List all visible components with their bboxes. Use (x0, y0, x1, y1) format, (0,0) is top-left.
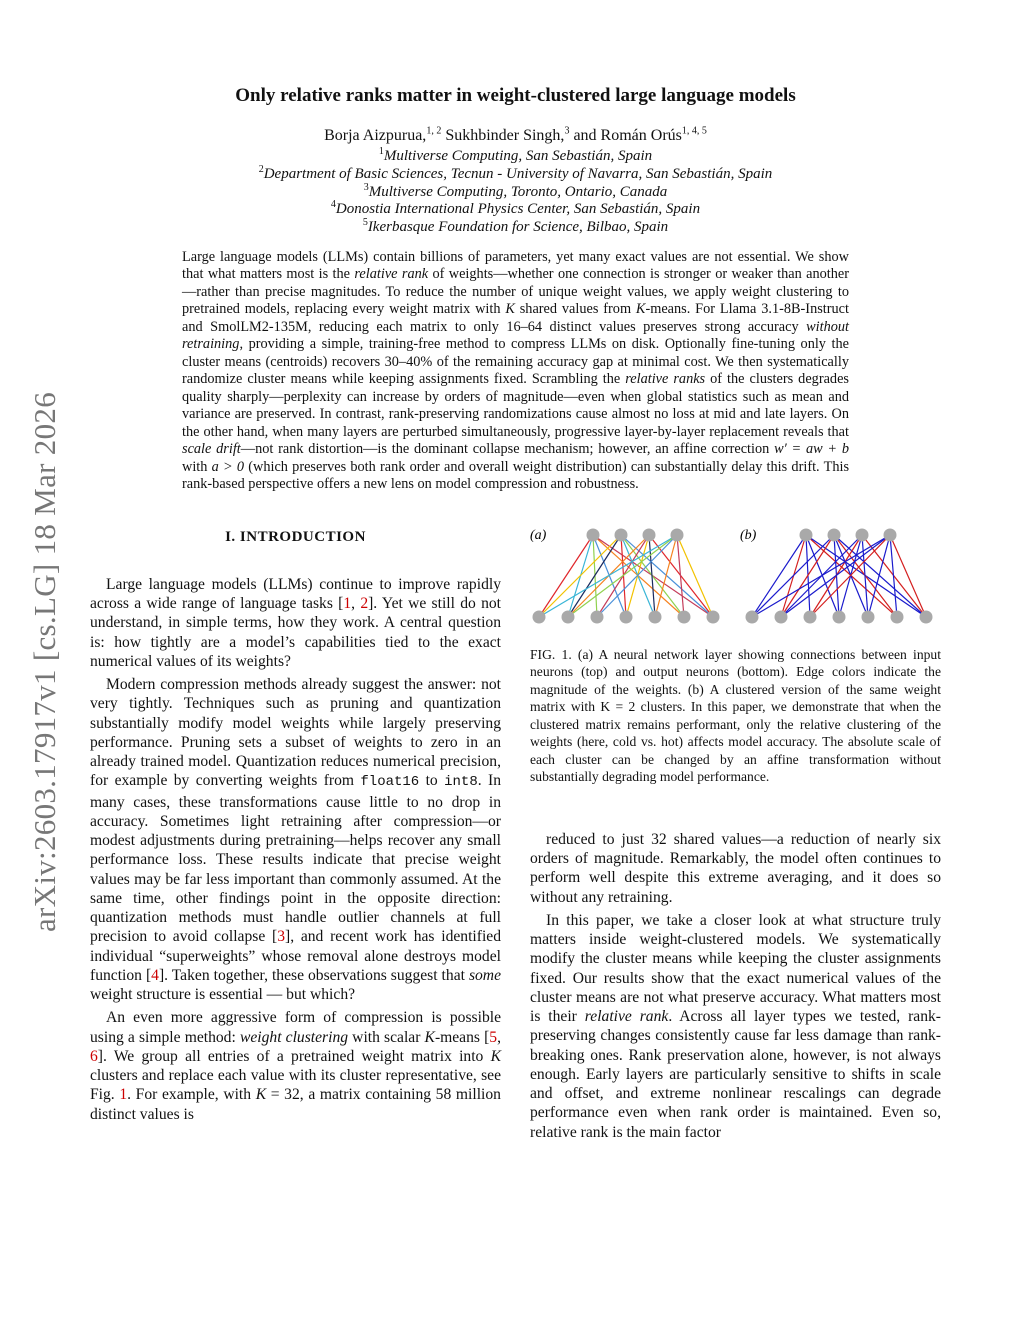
output-neuron (862, 610, 875, 623)
output-neuron (562, 610, 575, 623)
output-neuron (707, 610, 720, 623)
paragraph (530, 830, 941, 907)
text-run: of weights—whether one connection is stronger or weaker than another—rather than precise magnitudes. To reduce the number of unique weight values, we apply weight clustering to pretrained models, replacing every weight matrix with (182, 266, 849, 318)
text-run: weight structure is essential — but which? (90, 986, 356, 1004)
abstract (182, 249, 849, 494)
text-run: K (490, 1047, 501, 1065)
affiliation: $^1$Multiverse Computing, San Sebastián, Spain (378, 146, 653, 164)
citation-link[interactable]: 4 (151, 966, 159, 984)
citation-link[interactable]: 1 (119, 1086, 128, 1104)
input-neuron (643, 528, 656, 541)
text-run: = 32, a matrix containing 58 million distinct values is (90, 1086, 501, 1123)
paper-header (0, 0, 1024, 237)
text-run: without retraining (182, 318, 849, 353)
text-run: , providing a simple, training-free method to compress LLMs on disk. Optionally fine-tuning only the cluster means (centroids) recovers 30–40% of the remaining accuracy gap at minimal cost. We then systematically randomize cluster means while keeping assignments fixed. Scrambling the (182, 336, 849, 388)
text-run: K (255, 1086, 267, 1104)
output-neuron (620, 610, 633, 623)
text-run: with scalar (348, 1028, 425, 1046)
text-run: a > 0 (211, 458, 245, 475)
left-column (90, 522, 501, 1142)
output-neuron (891, 610, 904, 623)
section-heading: I. INTRODUCTION (225, 528, 366, 545)
text-run: In this paper, we take a closer look at what structure truly matters inside weight-clustered models. We systematically modify the cluster means while keeping the cluster assignments fixed. Our results show that the exact numerical values of the cluster means are not what preserve accuracy. What matters most is their (530, 911, 941, 1026)
text-run: , (351, 595, 361, 613)
weight-edge (834, 535, 926, 617)
input-neuron (856, 528, 869, 541)
affiliations (0, 148, 1024, 237)
input-neuron (671, 528, 684, 541)
right-column (530, 522, 941, 1142)
text-run: , (497, 1028, 501, 1046)
output-neuron (920, 610, 933, 623)
paragraph (90, 675, 501, 1004)
text-run: ]. We group all entries of a pretrained weight matrix into (97, 1047, 491, 1065)
text-run: —not rank distortion—is the dominant collapse mechanism; however, an affine correction (240, 441, 775, 458)
text-run: . For example, with (127, 1086, 256, 1104)
text-run: shared values from (514, 301, 636, 318)
figure-caption: FIG. 1. (a) A neural network layer showing connections between input neurons (top) and output neurons (bottom). Edge colors indicate the magnitude of the weights. (b) A clustered version of the same weight matrix with K = 2 clusters. In this paper, we demonstrate that when the clustered matrix remains performant, only the relative clustering of the weights (here, cold vs. hot) affects model accuracy. The absolute scale of each cluster can be changed by an affine transformation without substantially degrading model performance. (530, 646, 941, 785)
text-run: relative rank (584, 1008, 669, 1026)
author: Borja Aizpurua,$^{1, 2}$ (324, 125, 442, 144)
arxiv-identifier[interactable]: arXiv:2603.17917v1 [cs.LG] 18 Mar 2026 (27, 391, 62, 933)
text-run: relative rank (354, 266, 429, 283)
text-run: An even more aggressive form of compression is possible using a simple method: (90, 1009, 501, 1046)
text-run: -means. For Llama 3.1-8B-Instruct and SmolLM2-135M, reducing each matrix to only 16–64 distinct values preserves strong accuracy (182, 301, 849, 335)
panel-b-label: (b) (740, 527, 757, 543)
text-run: with (182, 458, 212, 475)
weight-edge (781, 535, 834, 617)
panel-a-label: (a) (530, 527, 547, 543)
text-run: scale drift (182, 441, 241, 458)
affiliation: $^4$Donostia International Physics Center, San Sebastián, Spain (330, 199, 701, 218)
output-neuron (833, 610, 846, 623)
text-run: Large language models (LLMs) continue to improve rapidly across a wide range of language tasks [ (90, 575, 501, 613)
output-neuron (649, 610, 662, 623)
input-neuron (884, 528, 897, 541)
text-run: K (424, 1028, 435, 1046)
output-neuron (533, 610, 546, 623)
citation-link[interactable]: 1 (343, 595, 352, 613)
text-run: ]. Taken together, these observations suggest that (158, 966, 469, 984)
author: and Román Orús$^{1, 4, 5}$ (569, 125, 707, 144)
input-neuron (615, 528, 628, 541)
text-run: ]. Yet we still do not understand, in simple terms, how they work. A central question is: how tightly are a model’s capabilities tied to the exact numerical values of its weights? (90, 595, 502, 670)
text-run: clusters and replace each value with its cluster representative, see Fig. (90, 1067, 501, 1104)
text-run: w′ = aw + b (774, 441, 849, 458)
intro-left-column (90, 575, 501, 1124)
two-column-body (0, 522, 1024, 1142)
author-list (0, 126, 1024, 146)
citation-link[interactable]: 6 (90, 1047, 98, 1065)
input-neuron (587, 528, 600, 541)
paragraph (90, 1008, 501, 1124)
output-neuron (591, 610, 604, 623)
output-neuron (804, 610, 817, 623)
author: Sukhbinder Singh,$^3$ (441, 125, 570, 144)
text-run: reduced to just 32 shared values—a reduction of nearly six orders of magnitude. Remarkably, the model often continues to perform well despite this extreme averaging, and it does so without any retraining. (530, 830, 941, 906)
text-run: K (505, 301, 515, 318)
text-run: relative ranks (625, 371, 706, 388)
network-diagram-a (533, 528, 720, 623)
paper-title: Only relative ranks matter in weight-clustered large language models (235, 85, 796, 106)
text-run: int8 (444, 774, 478, 791)
weight-edge (621, 535, 713, 617)
text-run: (which preserves both rank order and overall weight distribution) can substantially delay this drift. This rank-based perspective offers a new lens on model compression and robustness. (182, 458, 850, 493)
network-diagram-b (746, 528, 933, 623)
text-run: ], and recent work has identified individual “superweights” whose removal alone destroys model function [ (90, 928, 502, 984)
affiliation: $^5$Ikerbasque Foundation for Science, Bilbao, Spain (362, 217, 669, 236)
output-neuron (678, 610, 691, 623)
text-run: some (468, 966, 501, 984)
text-run: -means [ (434, 1028, 490, 1046)
text-run: to (419, 772, 445, 790)
intro-right-column (530, 830, 941, 1142)
figure-1 (525, 522, 945, 632)
text-run: Modern compression methods already suggest the answer: not very tightly. Techniques such as pruning and quantization substantially modify model weights while largely preserving performance. Pruning sets a subset of weights to zero in an already trained model. Quantization reduces numerical precision, for example by converting weights from (90, 676, 501, 790)
affiliation: $^3$Multiverse Computing, Toronto, Ontario, Canada (363, 181, 668, 200)
output-neuron (746, 610, 759, 623)
weight-edge (568, 535, 621, 617)
text-run: float16 (360, 774, 420, 791)
citation-link[interactable]: 3 (277, 928, 285, 946)
paragraph (530, 911, 941, 1142)
text-run: . Across all layer types we tested, rank-preserving changes consistently cause far less damage than rank-breaking ones. Rank preservation alone, however, is not always enough. Early layers are particularly sensitive to shifts in scale and offset, and extreme nonlinear rescalings can degrade performance even when rank order is maintained. Even so, relative rank is the main factor (530, 1008, 941, 1141)
text-run: weight clustering (239, 1028, 349, 1046)
text-run: of the clusters degrades quality sharply—perplexity can increase by orders of magnitude—even when global statistics such as mean and variance are preserved. In contrast, rank-preserving randomizations cause almost no loss at mid and late layers. On the other hand, when many layers are perturbed simultaneously, progressive layer-by-layer replacement reveals that (182, 371, 849, 440)
citation-link[interactable]: 2 (360, 595, 369, 613)
output-neuron (775, 610, 788, 623)
text-run: Large language models (LLMs) contain billions of parameters, yet many exact values are not essential. We show that what matters most is the (182, 248, 849, 283)
text-run: . In many cases, these transformations cause little to no drop in accuracy. Sometimes light retraining after compression—or modest adjustments during pretraining—helps recover any small performance loss. These results indicate that precise weight values may be far less important than commonly assumed. At the same time, other findings point in the opposite direction: quantization methods must handle outlier channels at full precision to avoid collapse [ (90, 772, 501, 946)
input-neuron (828, 528, 841, 541)
text-run: K (635, 301, 646, 318)
paragraph (90, 575, 501, 671)
affiliation: $^2$Department of Basic Sciences, Tecnun - University of Navarra, San Sebastián, Spain (258, 163, 773, 182)
input-neuron (800, 528, 813, 541)
citation-link[interactable]: 5 (489, 1028, 498, 1046)
